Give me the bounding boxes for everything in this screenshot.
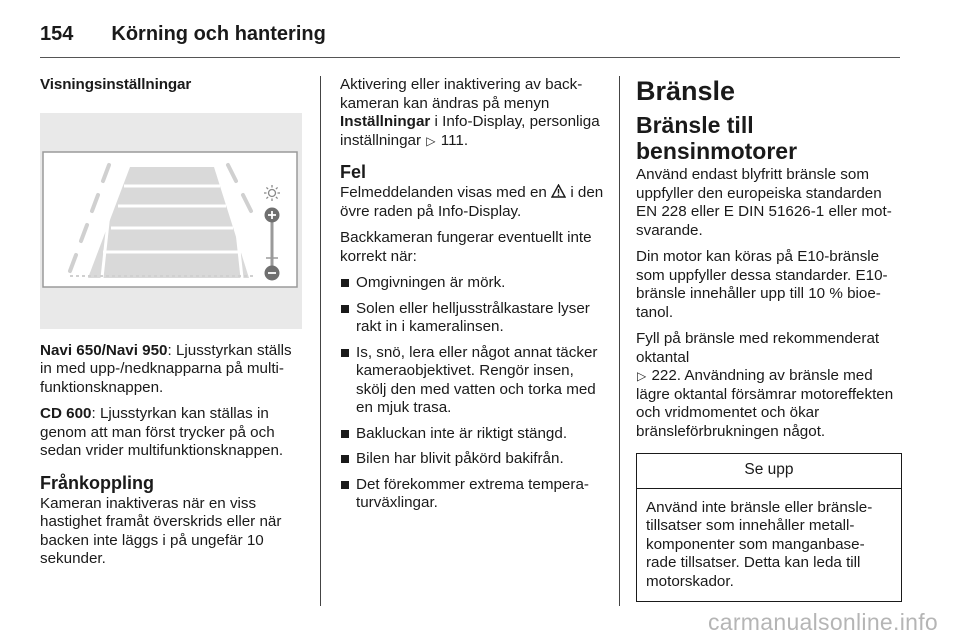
chapter-title: Körning och hantering	[111, 22, 326, 45]
column-divider	[619, 76, 620, 606]
menu-name-settings: Inställningar	[340, 113, 431, 130]
paragraph-text: : Ljusstyrkan ställs in med upp-/nedknapparna på multi-funktionsknappen.	[40, 341, 292, 396]
model-label-navi: Navi 650/Navi 950	[40, 341, 168, 359]
page-number: 154	[40, 22, 74, 45]
paragraph-text: i Info-Display, personliga inställningar	[340, 113, 600, 149]
chapter-heading-fuel: Bränsle	[636, 76, 736, 106]
caution-title: Se upp	[637, 454, 901, 489]
paragraph-disable: Kameran inaktiveras när en viss hastighet framåt överskrids eller när backen inte läggs i på ungefär 10 sekunder.	[40, 494, 282, 567]
header-rule	[40, 57, 900, 58]
list-item: Bakluckan inte är riktigt stängd.	[340, 425, 604, 444]
list-item: Solen eller helljusstrålkastare lyser rakt in i kameralinsen.	[340, 300, 604, 337]
list-item: Bilen har blivit påkörd bakifrån.	[340, 450, 604, 469]
warning-triangle-icon	[551, 184, 566, 198]
watermark: carmanualsonline.info	[707, 609, 938, 635]
column-divider	[320, 76, 321, 606]
minus-icon	[265, 265, 280, 280]
page-reference: 111.	[440, 131, 469, 149]
conditions-list	[340, 274, 604, 513]
page-reference: 222.	[651, 367, 682, 384]
paragraph-conditions-intro: Backkameran fungerar eventuellt inte korrekt när:	[340, 229, 592, 265]
column-right	[636, 76, 902, 602]
paragraph-text: : Ljusstyrkan kan ställas in genom att man först trycker på och sedan vrider multifunktionsknappen.	[40, 405, 284, 459]
heading-error: Fel	[340, 162, 367, 182]
list-item: Det förekommer extrema tempera-turväxlingar.	[340, 476, 604, 513]
heading-disable: Frånkoppling	[40, 472, 154, 493]
paragraph-error-message	[340, 184, 604, 221]
paragraph-text: Aktivering eller inaktivering av back-kameran kan ändras på menyn	[340, 76, 583, 112]
paragraph-text: i den övre raden på Info-Display.	[340, 184, 604, 220]
subheading-petrol-fuel: Bränsle till bensinmotorer	[636, 112, 798, 164]
list-item: Is, snö, lera eller något annat täcker kameraobjektivet. Rengör insen, skölj den med vatten och torka med en mjuk trasa.	[340, 344, 604, 418]
column-middle	[340, 76, 604, 521]
triangle-right-outline-icon: ▷	[637, 369, 647, 383]
paragraph-navi-brightness	[40, 342, 302, 398]
plus-icon	[265, 207, 280, 222]
paragraph-e10: Din motor kan köras på E10-bränsle som uppfyller dessa standarder. E10-bränsle innehåller upp till 10 % bioe-tanol.	[636, 248, 888, 321]
paragraph-cd-brightness	[40, 405, 302, 461]
column-left	[40, 76, 302, 577]
section-title-display-settings: Visningsinställningar	[40, 76, 192, 93]
list-item: Omgivningen är mörk.	[340, 274, 604, 293]
paragraph-octane	[636, 330, 902, 441]
paragraph-text: Fyll på bränsle med rekommenderat oktantal	[636, 330, 880, 366]
paragraph-text: Användning av bränsle med lägre oktantal försämrar motoreffekten och vridmomentet och ökar bränsleförbrukningen något.	[636, 367, 894, 440]
triangle-right-outline-icon: ▷	[426, 133, 436, 148]
page-header	[40, 14, 326, 54]
rear-camera-screen-graphic	[40, 113, 302, 329]
paragraph-activation	[340, 76, 604, 150]
paragraph-text: Felmeddelanden visas med en	[340, 184, 547, 201]
caution-text: Använd inte bränsle eller bränsle-tillsatser som innehåller metall-komponenter som manganbase-rade tillsatser. Detta kan leda till motorskador.	[646, 498, 873, 590]
model-label-cd: CD 600	[40, 405, 92, 422]
paragraph-fuel-standard: Använd endast blyfritt bränsle som uppfyller den europeiska standarden EN 228 eller E DIN 51626-1 eller mot-svarande.	[636, 166, 892, 239]
camera-display-illustration	[40, 113, 302, 329]
caution-box	[636, 453, 902, 602]
